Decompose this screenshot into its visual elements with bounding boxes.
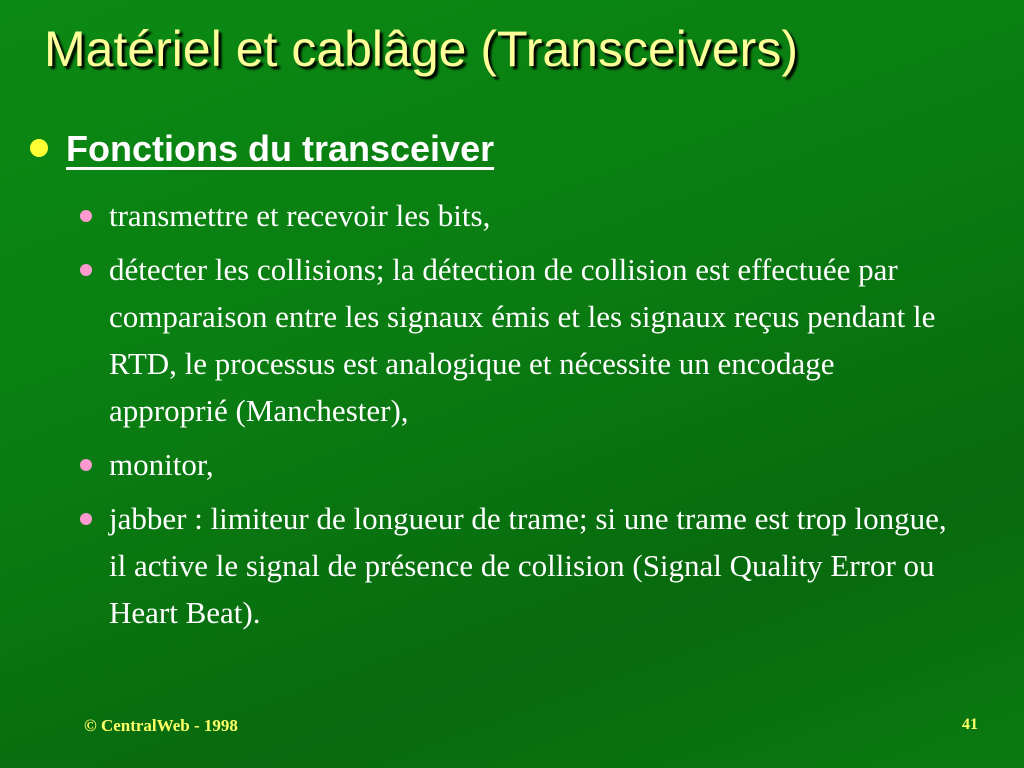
page-number: 41 xyxy=(962,716,978,733)
sub-bullet-list xyxy=(80,192,960,643)
sub-bullet-item xyxy=(80,495,960,636)
sub-bullet-text: jabber : limiteur de longueur de trame; si une trame est trop longue, il active le signal de présence de collision (Signal Quality Error ou Heart Beat). xyxy=(109,501,947,630)
sub-bullet-item xyxy=(80,246,960,434)
sub-bullet-text: monitor, xyxy=(109,447,214,482)
sub-bullet-item xyxy=(80,192,960,239)
pink-bullet-icon xyxy=(80,210,92,222)
pink-bullet-icon xyxy=(80,459,92,471)
sub-bullet-text: détecter les collisions; la détection de collision est effectuée par comparaison entre les signaux émis et les signaux reçus pendant le RTD, le processus est analogique et nécessite un encodage approprié (Manchester), xyxy=(109,252,936,428)
footer-copyright: © CentralWeb - 1998 xyxy=(84,716,238,735)
sub-bullet-item xyxy=(80,441,960,488)
slide-title: Matériel et cablâge (Transceivers) xyxy=(44,21,798,77)
yellow-bullet-icon xyxy=(30,139,48,157)
main-bullet-label: Fonctions du transceiver xyxy=(66,128,495,169)
main-bullet-item xyxy=(30,128,494,170)
pink-bullet-icon xyxy=(80,264,92,276)
sub-bullet-text: transmettre et recevoir les bits, xyxy=(109,198,491,233)
pink-bullet-icon xyxy=(80,513,92,525)
